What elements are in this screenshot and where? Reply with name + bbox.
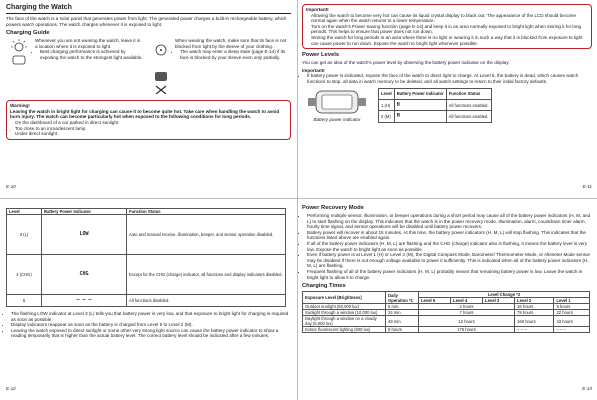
indicator-cell: LOW [42,215,127,255]
level2-cell: 160 hours [515,316,554,327]
page-divider-horizontal [0,198,597,199]
note-item: • The flashing LOW indicator at Level 3 (L) tells you that battery power is very low, and that exposure to bright light for charging is required as soon as possible. [11,311,291,322]
guide-right-text: When wearing the watch, make sure that its face is not blocked from light by the sleeve of your clothing. [175,38,287,49]
guide-left-bullet: • Best charging performance is achieved by exposing the watch to the strongest light available. [40,49,143,60]
table-row [303,327,590,333]
level-header: Level 1 [554,298,590,304]
important-item: • Turn on the watch's Power Saving function (page E-14) and keep it in an area normally exposed to bright light when storing it for long periods. This helps to ensure that power does not run down. [311,24,588,35]
level2-cell: 16 hours [515,304,554,310]
recovery-item: • If all of the battery power indicators (H, M, L) are flashing and the CHG (charge) indicator also is flashing, it means the battery level is very low. Expose the watch to bright light as soon as possible. [307,241,592,252]
level-cell: 5 [7,295,42,307]
table-row [303,316,590,327]
page-divider-vertical [297,0,298,400]
status-cell: Except for the CHG (charge) indicator, all functions and display indicators disabled. [127,255,286,295]
indicator-caption: Battery power indicator [313,117,361,123]
watch-display-icon [306,88,368,116]
table-row [379,99,492,110]
daily-cell: 5 min. [386,304,419,310]
page-title: Charging the Watch [6,4,291,14]
table-header: Level [7,209,42,215]
power-levels-heading: Power Levels [302,52,340,59]
page-e12 [6,202,291,398]
status-cell: All functions enabled. [446,111,491,122]
recovery-heading: Power Recovery Mode [302,205,364,211]
indicator-cell: M [394,111,446,122]
status-cell: All functions enabled. [446,99,491,110]
span-cell: 7 hours [419,310,515,316]
level-header: Level 5 [419,298,451,304]
status-cell: Auto and manual receive, illumination, beeper, and sensor operation disabled. [127,215,286,255]
level-cell: 4 (CHG) [7,255,42,295]
exposure-cell: Outdoor sunlight (50,000 lux) [303,304,386,310]
level2-cell: 79 hours [515,310,554,316]
note-item: • Display indicators reappear as soon as the battery is charged from Level 5 to Level 2 (M). [11,322,291,328]
span-cell: 2 hours [419,304,515,310]
intro-text: The face of the watch is a solar panel that generates power from light. The generated power charges a built-in rechargeable battery, which powers watch operations. The watch charges whenever it is exposed to light. [6,16,287,27]
table-row [7,295,286,307]
table-header: Level [379,88,395,99]
warning-item: • Under direct sunlight [15,131,287,137]
daily-cell: 24 min. [386,310,419,316]
table-row [7,215,286,255]
important-box [302,4,592,49]
indicator-cell: H [394,99,446,110]
level-cell: 3 (L) [7,215,42,255]
charging-times-heading: Charging Times [302,283,346,290]
charging-guide [6,38,291,98]
charging-guide-heading: Charging Guide [6,30,50,37]
important-item: • Allowing the watch to become very hot can cause its liquid crystal display to black out. The appearance of the LCD should become normal again when the watch returns to a lower temperature. [311,13,588,24]
page-number: E-12 [6,386,16,391]
level2-cell: – – – [515,327,554,333]
recovery-item: • Even if battery power is at Level 1 (H) or Level 2 (M), the Digital Compass Mode, Barometer/ Thermometer Mode, or Altimeter Mode sensor may be disabled if there is not enough voltage available to power it sufficiently. This is indicated when all of the battery power indicators (H, M, L) are flashing. [307,252,592,269]
exposure-cell: Sunlight through a window (10,000 lux) [303,310,386,316]
level-cell: 2 (M) [379,111,395,122]
table-header: Exposure Level (Brightness) [303,292,386,304]
power-levels-text: You can get an idea of the watch's power level by observing the battery power indicator on the display. [302,60,510,66]
important-title: Important! [306,7,329,12]
exposure-cell: Indoor fluorescent lighting (500 lux) [303,327,386,333]
watch-illustration [302,88,372,123]
level-cell: 1 (H) [379,99,395,110]
table-row [7,255,286,295]
span-cell: 12 hours [419,316,515,327]
guide-left-text: Whenever you are not wearing the watch, leave it in a location where it is exposed to light. [35,38,141,49]
page-number: E-11 [582,184,592,189]
important2-title: Important! [302,67,325,73]
level-header: Level 4 [451,298,483,304]
warning-item: • On the dashboard of a car parked in direct sunlight [15,120,287,126]
level-table [6,208,286,307]
guide-right [150,38,290,98]
guide-right-bullet: • The watch may enter a sleep state (page E-14) if its face is blocked by your sleeve even only partially. [180,49,289,60]
table-header: Battery Power Indicator [394,88,446,99]
daily-cell: 8 hours [386,327,419,333]
recovery-item: • Frequent flashing of all of the battery power indicators (H, M, L) probably means that remaining battery power is low. Leave the watch in bright light to allow it to charge. [307,269,592,280]
important-item: • Storing the watch for long periods in an area where there is no light or wearing it in such a way that it is blocked from exposure to light can cause power to run down. Expose the watch to bright light whenever possible. [311,35,588,46]
table-header: Level Change *2 [419,292,590,298]
wrist-watch-icon [150,38,172,94]
page-number: E-10 [6,184,16,189]
page-e10 [6,4,291,194]
daily-cell: 48 min. [386,316,419,327]
span-cell: 175 hours [419,327,515,333]
note-item: • Leaving the watch exposed to direct sunlight or some other very strong light source can cause the battery power indicator to show a reading temporarily that is higher than the actual battery level. The correct battery level should be indicated after a few minutes. [11,328,291,339]
table-header: Function Status [446,88,491,99]
sun-watch-icon [6,38,32,68]
charging-times-table [302,291,590,333]
page-e13 [302,202,592,398]
page-e11 [302,4,592,194]
important2-text: • If battery power is indicated, expose the face of the watch to direct light to charge. At Level 5, the battery is dead, which causes watch functions to stop, all data in watch memory to be deleted, and all watch settings to return to their initial factory defaults. [307,73,592,84]
level1-cell: 43 hours [554,316,590,327]
indicator-cell: CHG [42,255,127,295]
recovery-item: • Battery power will recover in about 15 minutes. At this time, the battery power indicators (H, M, L) will stop flashing. This indicates that the functions listed above are enabled again. [307,230,592,241]
recovery-item: • Performing multiple sensor, illumination, or beeper operations during a short period may cause all of the battery power indicators (H, M, and L) to start flashing on the display. This indicates that the watch is in the power recovery mode. Illumination, alarm, countdown timer alarm, hourly time signal, and sensor operations will be disabled until battery power recovers. [307,213,592,230]
level1-cell: 22 hours [554,310,590,316]
warning-title: Warning! [10,103,30,109]
table-header: Function Status [127,209,286,215]
power-level-table [378,88,492,123]
indicator-cell: – – – [42,295,127,307]
guide-left [6,38,146,98]
warning-text: Leaving the watch in bright light for charging can cause it to become quite hot. Take care when handling the watch to avoid burn injury. The watch can become particularly hot when exposed to the following conditions for long periods. [10,108,280,120]
status-cell: All functions disabled. [127,295,286,307]
warning-item: • Too close to an incandescent lamp [15,126,287,132]
level-header: Level 3 [483,298,515,304]
power-levels-area [302,88,592,123]
level1-cell: 5 hours [554,304,590,310]
table-row [379,111,492,122]
exposure-cell: Daylight through a window on a cloudy day (5,000 lux) [303,316,386,327]
page-number: E-13 [582,386,592,391]
warning-box [6,100,291,140]
level1-cell: – – – [554,327,590,333]
level-header: Level 2 [515,298,554,304]
table-header: Battery Power Indicator [42,209,127,215]
table-header: Daily Operation *1 [386,292,419,304]
